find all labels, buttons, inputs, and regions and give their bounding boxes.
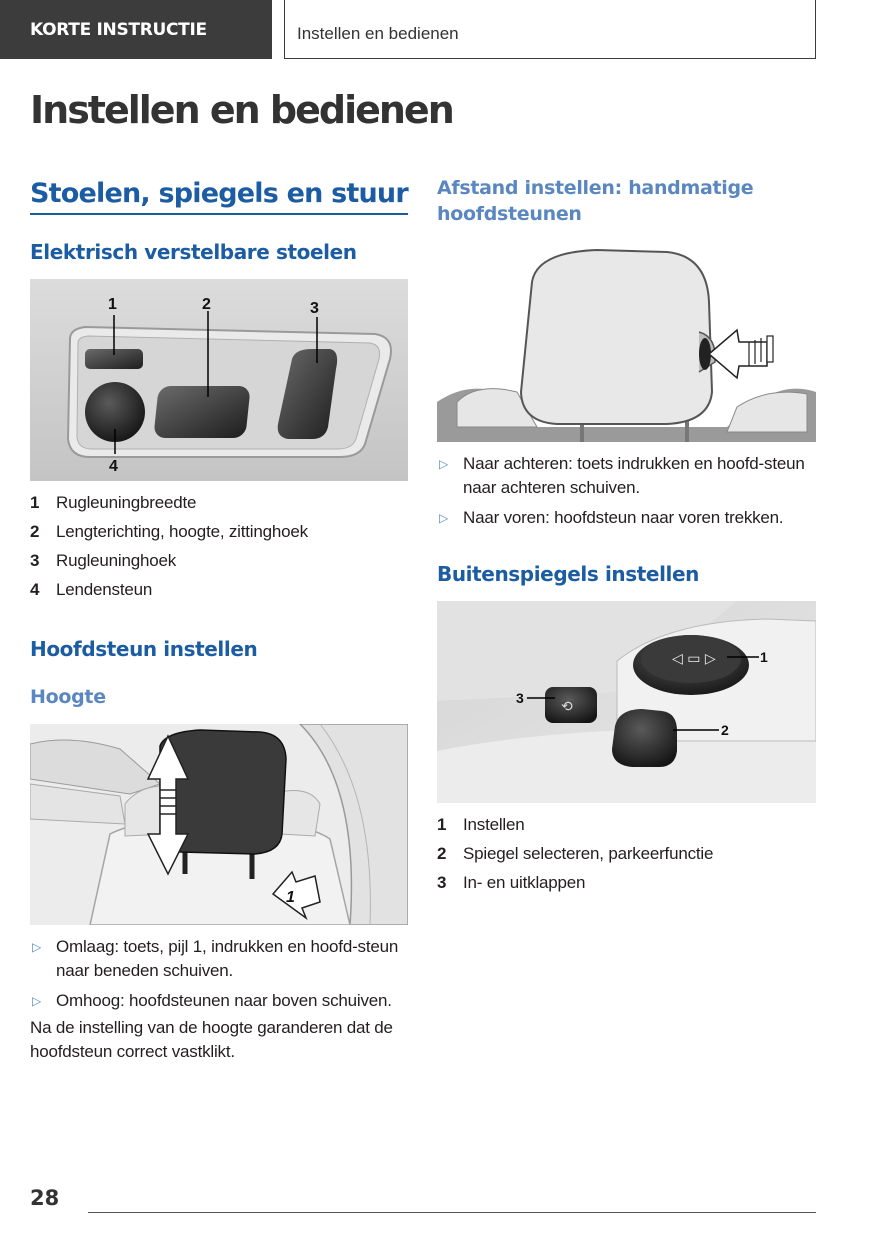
- headrest-height-illustration: [30, 724, 408, 925]
- chapter-tab[interactable]: Instellen en bedienen: [284, 0, 816, 59]
- height-subheading: Hoogte: [30, 686, 106, 708]
- mirror-legend: [437, 810, 817, 897]
- headrest-height-figure: [30, 724, 408, 925]
- svg-text:◁ ▭ ▷: ◁ ▭ ▷: [672, 651, 716, 667]
- list-item: 1 Rugleuningbreedte: [30, 492, 197, 512]
- headrest-heading: Hoofdsteun instellen: [30, 637, 258, 661]
- seat-switch-position: [153, 386, 250, 438]
- seat-controls-illustration: [30, 279, 408, 481]
- section-tab[interactable]: KORTE INSTRUCTIE: [0, 0, 272, 59]
- distance-bullets: [437, 452, 817, 536]
- list-item: ▷ Naar achteren: toets indrukken en hoofd-steun naar achteren schuiven.: [439, 454, 805, 497]
- svg-text:⟲: ⟲: [561, 699, 573, 715]
- mirror-label-3: 3: [516, 690, 524, 706]
- section-rule: [30, 213, 408, 215]
- list-item: 4 Lendensteun: [30, 579, 153, 599]
- seat-controls-figure: [30, 279, 408, 481]
- page-number: 28: [30, 1186, 60, 1210]
- seat-label-3: 3: [310, 300, 319, 317]
- headrest-note: Na de instelling van de hoogte garanderen dat de hoofdsteun correct vastklikt.: [30, 1018, 393, 1061]
- seat-label-2: 2: [202, 296, 211, 313]
- list-item: ▷ Omhoog: hoofdsteunen naar boven schuiven.: [30, 989, 415, 1013]
- seat-legend: [30, 488, 410, 604]
- mirror-select-switch: [612, 709, 677, 767]
- bullet-triangle-icon: ▷: [439, 511, 449, 525]
- list-item: 2 Lengterichting, hoogte, zittinghoek: [30, 521, 308, 541]
- section-heading: Stoelen, spiegels en stuur: [30, 178, 408, 209]
- mirror-label-1: 1: [760, 649, 768, 665]
- page-title: Instellen en bedienen: [30, 88, 453, 132]
- mirror-controls-illustration: [437, 601, 816, 803]
- mirrors-heading: Buitenspiegels instellen: [437, 562, 699, 586]
- bullet-triangle-icon: ▷: [32, 940, 42, 954]
- headrest-label-1: 1: [286, 889, 295, 906]
- headrest-bullets: [30, 935, 415, 1019]
- bullet-triangle-icon: ▷: [439, 457, 449, 471]
- seat-label-4: 4: [109, 458, 118, 475]
- list-item: 3 In- en uitklappen: [437, 872, 586, 892]
- seats-heading: Elektrisch verstelbare stoelen: [30, 240, 357, 264]
- list-item: 1 Instellen: [437, 814, 525, 834]
- bullet-triangle-icon: ▷: [32, 994, 42, 1008]
- headrest-shape: [521, 250, 712, 424]
- footer-rule: [88, 1212, 816, 1213]
- list-item: 2 Spiegel selecteren, parkeerfunctie: [437, 843, 714, 863]
- headrest-distance-figure: [437, 242, 816, 442]
- list-item: ▷ Naar voren: hoofdsteun naar voren trekken.: [437, 506, 817, 530]
- mirror-label-2: 2: [721, 722, 729, 738]
- list-item: ▷ Omlaag: toets, pijl 1, indrukken en hoofd-steun naar beneden schuiven.: [32, 937, 399, 980]
- seat-label-1: 1: [108, 296, 117, 313]
- distance-heading: Afstand instellen: handmatige hoofdsteunen: [437, 177, 754, 225]
- list-item: 3 Rugleuninghoek: [30, 550, 177, 570]
- mirror-controls-figure: [437, 601, 816, 803]
- headrest-distance-illustration: [437, 242, 816, 442]
